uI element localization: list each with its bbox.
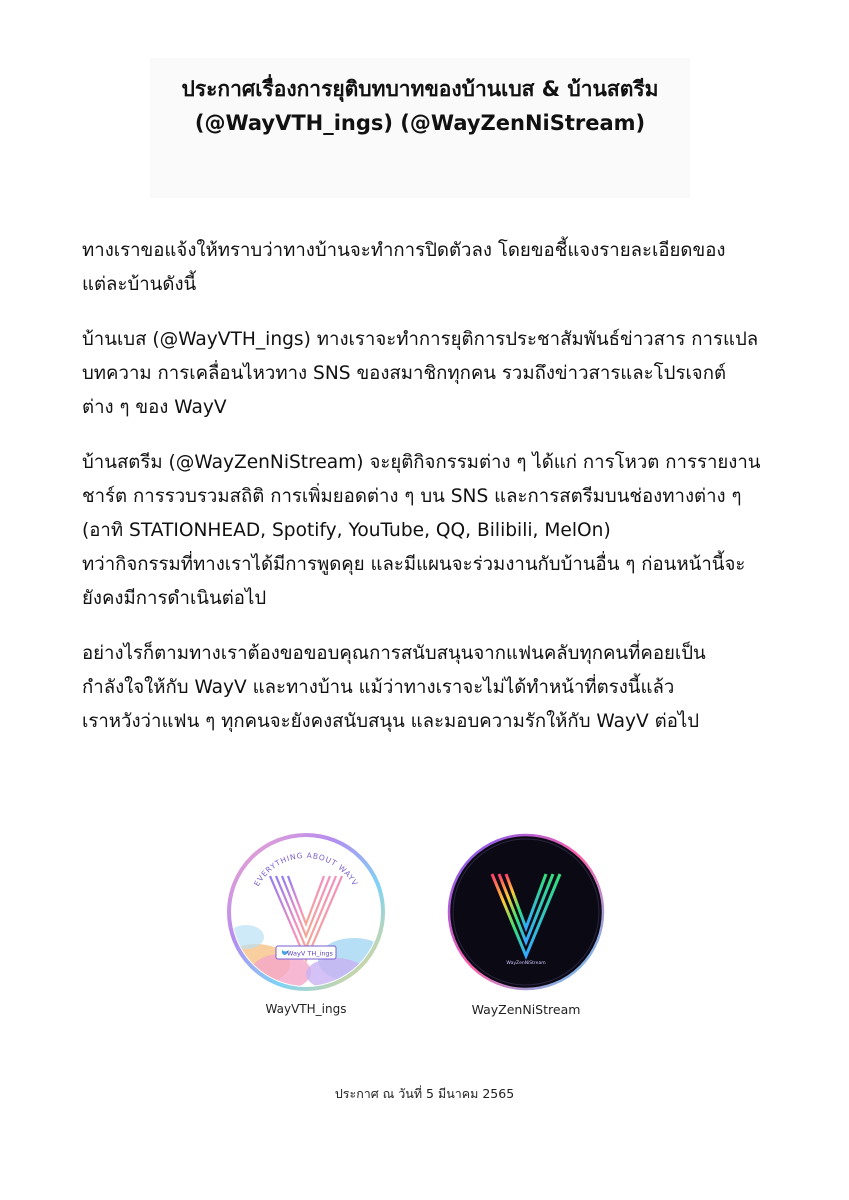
text-line: ทางเราขอแจ้งให้ทราบว่าทางบ้านจะทำการปิดตัวลง โดยขอชี้แจงรายละเอียดของ (82, 240, 726, 261)
logo-wayzennistream (446, 832, 606, 1017)
announcement-body (82, 234, 782, 760)
text-line: ทว่ากิจกรรมที่ทางเราได้มีการพูดคุย และมีแผนจะร่วมงานกับบ้านอื่น ๆ ก่อนหน้านี้จะ (82, 554, 746, 575)
text-line: บ้านสตรีม (@WayZenNiStream) จะยุติกิจกรรมต่าง ๆ ได้แก่ การโหวต การรายงาน (82, 452, 761, 473)
text-line: เราหวังว่าแฟน ๆ ทุกคนจะยังคงสนับสนุน และมอบความรักให้กับ WayV ต่อไป (82, 711, 700, 732)
wayzennistream-logo-icon (446, 832, 606, 992)
text-line: ชาร์ต การรวบรวมสถิติ การเพิ่มยอดต่าง ๆ บน SNS และการสตรีมบนช่องทางต่าง ๆ (82, 486, 742, 507)
logo2-caption: WayZenNiStream (471, 1002, 581, 1017)
paragraph-intro (82, 234, 782, 302)
wayvth-ings-logo-icon (226, 832, 386, 992)
title-line-2: (@WayVTH_ings) (@WayZenNiStream) (194, 111, 646, 135)
text-line: บทความ การเคลื่อนไหวทาง SNS ของสมาชิกทุกคน รวมถึงข่าวสารและโปรเจกต์ (82, 363, 727, 384)
text-line: อย่างไรก็ตามทางเราต้องขอขอบคุณการสนับสนุนจากแฟนคลับทุกคนที่คอยเป็น (82, 643, 706, 664)
logo-wayvth-ings (226, 832, 386, 1016)
announcement-date: ประกาศ ณ วันที่ 5 มีนาคม 2565 (334, 1086, 515, 1101)
text-line: (อาทิ STATIONHEAD, Spotify, YouTube, QQ, Bilibili, MelOn) (82, 520, 611, 541)
logo1-badge-text: WayV TH_ings (287, 949, 333, 958)
logo1-caption: WayVTH_ings (265, 1002, 347, 1016)
paragraph-stream-account (82, 446, 782, 616)
text-line: กำลังใจให้กับ WayV และทางบ้าน แม้ว่าทางเราจะไม่ได้ทำหน้าที่ตรงนี้แล้ว (82, 677, 675, 698)
text-line: ยังคงมีการดำเนินต่อไป (82, 588, 267, 609)
text-line: ต่าง ๆ ของ WayV (82, 397, 227, 418)
paragraph-base-account (82, 323, 782, 425)
logo1-arc-text: EVERYTHING ABOUT WAYV (252, 850, 360, 888)
text-line: บ้านเบส (@WayVTH_ings) ทางเราจะทำการยุติการประชาสัมพันธ์ข่าวสาร การแปล (82, 329, 759, 350)
logo2-small-text: WayZenNiStream (506, 961, 546, 966)
title-line-1: ประกาศเรื่องการยุติบทบาทของบ้านเบส & บ้านสตรีม (181, 77, 659, 101)
announcement-title (150, 58, 690, 198)
paragraph-thanks (82, 637, 782, 739)
text-line: แต่ละบ้านดังนี้ (82, 274, 197, 295)
